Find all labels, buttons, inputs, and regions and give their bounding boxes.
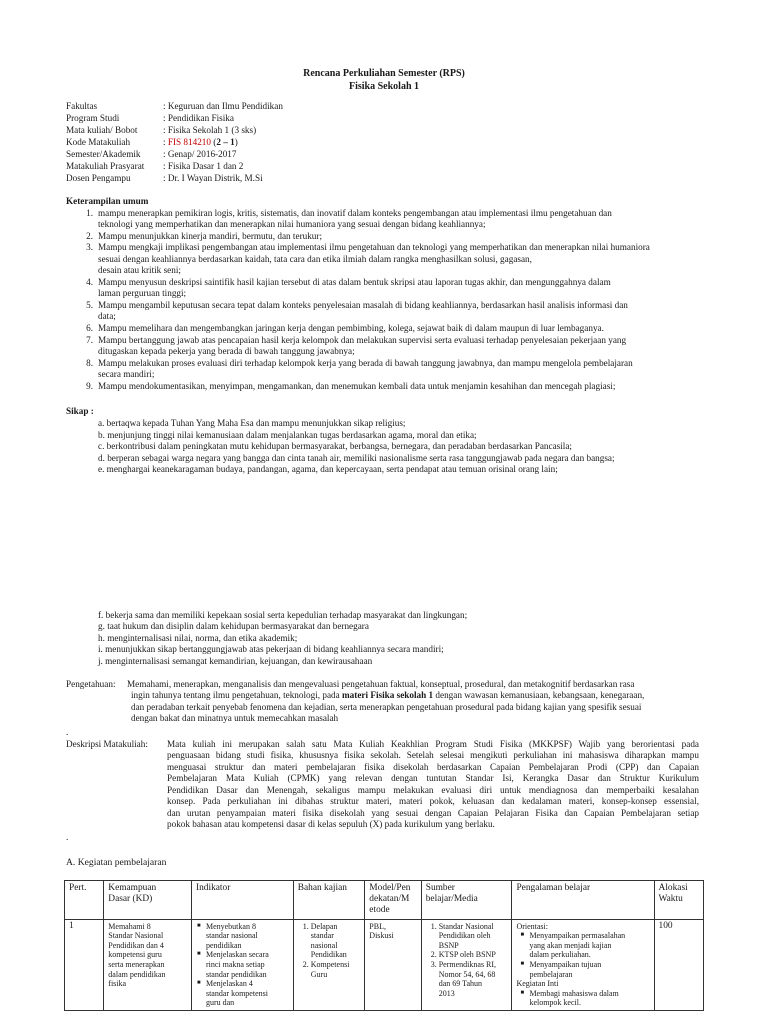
meta-value: : Genap/ 2016-2017	[163, 149, 237, 159]
cell-line: Pendidikan oleh	[438, 931, 491, 941]
sikap-item: a. bertaqwa kepada Tuhan Yang Maha Esa dan mampu menunjukkan sikap religius;	[98, 418, 406, 428]
list-item-line: ditugaskan kepada pekerja yang berada di bawah tanggung jawabnya;	[98, 346, 355, 356]
cell-line: guru dan	[205, 998, 235, 1008]
pengetahuan-bold-text: materi Fisika sekolah 1	[342, 690, 434, 700]
meta-value: : Keguruan dan Ilmu Pendidikan	[163, 101, 283, 111]
list-number: 7.	[86, 335, 93, 345]
indikator-item	[206, 950, 289, 979]
course-code	[163, 137, 238, 148]
sikap-item: i. menunjukkan sikap bertanggungjawab atas pekerjaan di bidang keahliannya secara mandiri;	[98, 644, 444, 654]
cell-line: Pendidikan	[310, 950, 347, 960]
pengetahuan-text: ingin tahunya tentang ilmu pengetahuan, teknologi, pada	[131, 690, 343, 700]
cell-line: Standar Nasional	[108, 931, 164, 941]
course-credit-split: 2 – 1	[216, 137, 235, 147]
cell-line: rinci makna setiap	[205, 959, 265, 969]
header-line: etode	[369, 905, 390, 916]
cell-line: pendidikan	[205, 940, 242, 950]
sikap-item: j. menginternalisasi semangat kemandirian, kejuangan, dan kewirausahaan	[98, 656, 373, 666]
list-number: 2.	[86, 231, 93, 241]
cell-line: nasional	[310, 940, 338, 950]
header-kd	[104, 881, 192, 920]
deskripsi-line: dan urutan penyampaian materi fisika disekolah yang sesuai dengan Capaian Pelajaran Fisika dan Capaian Pembelajaran setiap	[167, 808, 699, 818]
list-item-line: Mampu mengambil keputusan secara tepat dalam konteks penyelesaian masalah di bidang keahliannya, berdasarkan hasil analisis informasi dan	[98, 300, 628, 310]
cell-line: ■ Menyampaikan permasalahan	[529, 931, 626, 941]
list-number: 9.	[86, 381, 93, 391]
table-row	[65, 919, 704, 1010]
cell-line: Pendidikan dan 4	[108, 940, 164, 950]
pengetahuan-line: dengan bakat dan minatnya untuk memecahkan masalah	[131, 713, 339, 723]
cell-line: fisika	[108, 979, 127, 989]
list-item-line: secara mandiri;	[98, 369, 155, 379]
section-heading-kegiatan: A. Kegiatan pembelajaran	[66, 857, 167, 868]
header-pengalaman: Pengalaman belajar	[512, 881, 654, 920]
cell-line: standar pendidikan	[205, 969, 267, 979]
pengalaman-orientasi-label: Orientasi:	[516, 921, 548, 931]
sikap-item: e. menghargai keanekaragaman budaya, pandangan, agama, dan kepercayaan, serta pendapat atau temuan orisinal orang lain;	[98, 464, 558, 474]
cell-line: dan 69 Tahun	[438, 979, 483, 989]
list-number: 5.	[86, 300, 93, 310]
pengalaman-item	[529, 931, 649, 960]
section-heading-keterampilan: Keterampilan umum	[66, 196, 149, 206]
sikap-item: h. menginternalisasi nilai, norma, dan etika akademik;	[98, 633, 298, 643]
meta-key: Mata kuliah/ Bobot	[66, 125, 138, 135]
deskripsi-label: Deskripsi Matakuliah:	[66, 739, 148, 749]
cell-line: standar	[310, 931, 334, 941]
list-item-line: mampu menerapkan pemikiran logis, kritis, sistematis, dan inovatif dalam konteks pengembangan atau implementasi ilmu pengetahuan dan	[98, 208, 612, 218]
list-item-line: Mampu menyusun deskripsi saintifik hasil kajian tersebut di atas dalam bentuk skripsi atau laporan tugas akhir, dan mengunggahnya dalam	[98, 277, 611, 287]
sikap-item: b. menjunjung tinggi nilai kemanusiaan dalam menjalankan tugas berdasarkan agama, moral dan etika;	[98, 430, 477, 440]
cell-alokasi: 100	[654, 919, 703, 1010]
list-item-line: Mampu melakukan proses evaluasi diri terhadap kelompok kerja yang berada di bawah tanggung jawabnya, dan mampu mengelola pembelajaran	[98, 358, 633, 368]
cell-pengalaman	[512, 919, 654, 1010]
list-item-line: Mampu mendokumentasikan, menyimpan, mengamankan, dan menemukan kembali data untuk menjamin kesahihan dan mencegah plagiasi;	[98, 381, 616, 391]
table-header-row	[65, 881, 704, 920]
cell-pert: 1	[65, 919, 104, 1010]
pengalaman-item	[529, 989, 649, 1008]
bahan-item	[311, 922, 361, 960]
meta-key: Kode Matakuliah	[66, 137, 131, 147]
indikator-item	[206, 922, 289, 951]
cell-line: Nomor 54, 64, 68	[438, 969, 496, 979]
pengetahuan-line	[131, 690, 644, 701]
meta-key: Matakuliah Prasyarat	[66, 161, 145, 171]
kegiatan-table	[64, 880, 704, 1011]
cell-model	[365, 919, 421, 1010]
cell-line: ■ Menyebutkan 8	[205, 921, 256, 931]
sikap-item: c. berkontribusi dalam peningkatan mutu kehidupan bermasyarakat, berbangsa, bernegara, dan peradaban berdasarkan Pancasila;	[98, 441, 572, 451]
pengetahuan-line: Memahami, menerapkan, menganalisis dan mengevaluasi pengetahuan faktual, konseptual, prosedural, dan metakognitif berdasarkan rasa	[127, 679, 635, 689]
list-number: 6.	[86, 323, 93, 333]
document-subtitle: Fisika Sekolah 1	[348, 81, 420, 92]
header-line: dekatan/M	[369, 894, 410, 905]
list-item-line: teknologi yang memperhatikan dan menerapkan nilai humaniora yang sesuai dengan bidang keahliannya;	[98, 219, 486, 229]
cell-bahan	[293, 919, 365, 1010]
sikap-item: g. taat hukum dan disiplin dalam kehidupan bermasyarakat dan bernegara	[98, 621, 369, 631]
meta-value-prefix: :	[163, 137, 168, 147]
meta-value: : Fisika Dasar 1 dan 2	[163, 161, 244, 171]
header-model	[365, 881, 421, 920]
header-sumber	[421, 881, 512, 920]
cell-line: Guru	[310, 969, 328, 979]
header-line: Dasar (KD)	[108, 894, 153, 905]
list-item-line: data;	[98, 311, 116, 321]
deskripsi-line: Pembelajaran Mata Kuliah (CPMK) yang relevan dengan tuntutan Standar Isi, Kerangka Dasar dan Struktur Kurikulum	[167, 773, 699, 783]
cell-line: kompetensi guru	[108, 950, 162, 960]
cell-line: standar nasional	[205, 931, 258, 941]
meta-value: : Dr. I Wayan Distrik, M.Si	[163, 173, 263, 183]
list-item-line: Mampu memelihara dan mengembangkan jaringan kerja dengan pembimbing, kolega, sejawat baik di dalam maupun di luar lembaganya.	[98, 323, 604, 333]
separator-dot: .	[66, 727, 69, 737]
list-item-line: Mampu menunjukkan kinerja mandiri, bermutu, dan terukur;	[98, 231, 323, 241]
cell-line: PBL,	[369, 921, 386, 931]
header-indikator: Indikator	[191, 881, 293, 920]
header-alokasi	[654, 881, 703, 920]
deskripsi-line: Pendidikan Dasar dan Menengah, sekaligus mampu melakukan evaluasi diri untuk mendiagnosa dan memperbaiki kesalahan	[167, 785, 699, 795]
cell-line: ■ Menyampaikan tujuan	[529, 959, 602, 969]
cell-line: kelompok kecil.	[529, 998, 581, 1008]
sumber-item	[439, 950, 508, 960]
meta-value-suffix: (	[211, 137, 217, 147]
bahan-item	[311, 960, 361, 979]
header-line: Alokasi	[658, 883, 688, 893]
cell-line: 1. Standar Nasional	[438, 921, 494, 931]
cell-indikator	[191, 919, 293, 1010]
meta-key: Dosen Pengampu	[66, 173, 131, 183]
list-item-line: Mampu bertanggung jawab atas pencapaian hasil kerja kelompok dan melakukan supervisi serta evaluasi terhadap penyelesaian pekerjaan yang	[98, 335, 627, 345]
pengetahuan-line: dan peradaban terkait penyebab fenomena dan kejadian, serta menerapkan pengetahuan prosedural pada bidang kajian yang spesifik sesuai	[131, 702, 642, 712]
cell-sumber	[421, 919, 512, 1010]
cell-line: 2. KTSP oleh BSNP	[438, 950, 496, 960]
document-title: Rencana Perkuliahan Semester (RPS)	[303, 68, 465, 79]
deskripsi-line: pokok bahasan atau kompetensi dasar di kelas sepuluh (X) pada kurikulum yang berlaku.	[167, 819, 495, 829]
meta-key: Program Studi	[66, 113, 120, 123]
cell-line: ■ Menjelaskan secara	[205, 950, 269, 960]
cell-line: ■ Menjelaskan 4	[205, 979, 253, 989]
header-bahan: Bahan kajian	[293, 881, 365, 920]
separator-dot: .	[66, 832, 69, 842]
cell-line: standar kompetensi	[205, 988, 268, 998]
cell-line: serta menerapkan	[108, 959, 165, 969]
deskripsi-line: Mata kuliah ini merupakan salah satu Mata Kuliah Keakhlian Program Studi Fisika (MKKPSF) Wajib yang berorientasi pada	[167, 739, 699, 749]
sumber-item	[439, 960, 508, 998]
deskripsi-line: konsep. Pada perkuliahan ini dibahas struktur materi, materi pokok, keluasan dan kedalaman materi, konsep-konsep essensial,	[167, 796, 699, 806]
list-number: 1.	[86, 208, 93, 218]
header-pert: Pert.	[65, 881, 104, 920]
header-line: Kemampuan	[108, 883, 157, 893]
meta-value-end: )	[234, 137, 238, 147]
cell-line: yang akan menjadi kajian	[529, 940, 612, 950]
indikator-item	[206, 979, 289, 1008]
cell-kd	[104, 919, 192, 1010]
list-item-line: laman perguruan tinggi;	[98, 288, 187, 298]
deskripsi-line: menguasai struktur dan materi pembelajaran fisika disekolah berdasarkan Capaian Pembelajaran Prodi (CPP) dan Capaian	[167, 762, 699, 772]
header-line: Sumber	[425, 883, 455, 893]
pengalaman-item	[529, 960, 649, 979]
meta-key: Fakultas	[66, 101, 98, 111]
cell-line: pembelajaran	[529, 969, 573, 979]
list-item-line: Mampu mengkaji implikasi pengembangan atau implementasi ilmu pengetahuan dan teknologi yang memperhatikan dan menerapkan nilai humaniora	[98, 242, 650, 252]
cell-line: Memahami 8	[108, 921, 151, 931]
list-item-line: desain atau kritik seni;	[98, 265, 181, 275]
course-code-number: FIS 814210	[167, 137, 211, 147]
cell-line: BSNP	[438, 940, 459, 950]
cell-line: dalam pendidikan	[108, 969, 166, 979]
sikap-item: d. berperan sebagai warga negara yang bangga dan cinta tanah air, memiliki nasionalisme serta rasa tanggungjawab pada negara dan bangsa;	[98, 453, 615, 463]
list-item-line: sesuai dengan keahliannya berdasarkan kaidah, tata cara dan etika ilmiah dalam rangka menghasilkan solusi, gagasan,	[98, 254, 532, 264]
deskripsi-line: penguasaan bidang studi fisika, khususnya fisika sekolah. Setelah selesai mengikuti perkuliahan ini mahasiswa diharapkan mampu	[167, 750, 699, 760]
pengetahuan-label: Pengetahuan:	[66, 679, 116, 689]
meta-key: Semester/Akademik	[66, 149, 141, 159]
list-number: 4.	[86, 277, 93, 287]
header-line: Waktu	[658, 894, 683, 905]
meta-value: : Fisika Sekolah 1 (3 sks)	[163, 125, 257, 135]
sikap-item: f. bekerja sama dan memiliki kepekaan sosial serta kepedulian terhadap masyarakat dan lingkungan;	[98, 610, 468, 620]
meta-value: : Pendidikan Fisika	[163, 113, 234, 123]
pengalaman-inti-label: Kegiatan Inti	[516, 979, 559, 989]
list-number: 3.	[86, 242, 93, 252]
cell-line: ■ Membagi mahasiswa dalam	[529, 988, 619, 998]
header-line: belajar/Media	[425, 894, 478, 905]
cell-line: 2. Kompetensi	[310, 959, 350, 969]
cell-line: 1. Delapan	[310, 921, 338, 931]
header-line: Model/Pen	[369, 883, 411, 893]
sumber-item	[439, 922, 508, 951]
list-number: 8.	[86, 358, 93, 368]
section-heading-sikap: Sikap :	[66, 406, 94, 416]
pengetahuan-text: dengan wawasan kemanusiaan, kebangsaan, kenegaraan,	[433, 690, 645, 700]
cell-line: 3. Permendiknas RI,	[438, 959, 497, 969]
cell-line: dalam perkuliahan.	[529, 950, 591, 960]
cell-line: 2013	[438, 988, 455, 998]
cell-line: Diskusi	[369, 931, 394, 941]
